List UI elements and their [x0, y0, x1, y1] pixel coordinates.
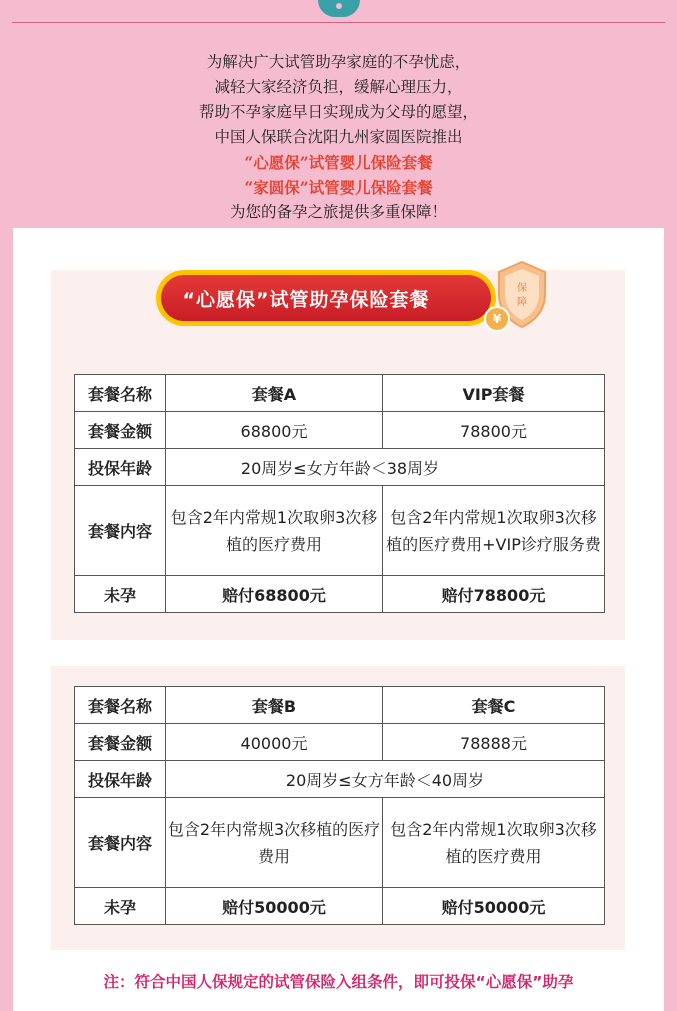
plan-content: 包含2年内常规1次取卵3次移植的医疗费用 [383, 798, 605, 888]
top-divider [12, 22, 665, 23]
plan-content: 包含2年内常规1次取卵3次移植的医疗费用+VIP诊疗服务费 [383, 486, 605, 576]
package-table-2 [74, 686, 605, 925]
package-table-1 [74, 374, 605, 613]
plan-name: 套餐A [166, 375, 383, 412]
intro-line: 帮助不孕家庭早日实现成为父母的愿望， [198, 103, 478, 121]
plan-name: 套餐C [383, 687, 605, 724]
row-label: 套餐内容 [75, 798, 166, 888]
table-row [75, 486, 605, 576]
row-label: 投保年龄 [75, 449, 166, 486]
plan-amount: 40000元 [166, 724, 383, 761]
row-label: 套餐名称 [75, 687, 166, 724]
table-row [75, 724, 605, 761]
plan-amount: 78800元 [383, 412, 605, 449]
age-range: 20周岁≤女方年龄＜40周岁 [166, 761, 605, 798]
content-panel [13, 228, 664, 1011]
table-row [75, 375, 605, 412]
package-card-2 [51, 666, 625, 950]
row-label: 投保年龄 [75, 761, 166, 798]
title-banner [156, 270, 496, 326]
intro-highlight-jiayuanbao: “家圆保”试管婴儿保险套餐 [244, 178, 433, 197]
table-row [75, 687, 605, 724]
table-row [75, 576, 605, 613]
intro-line: 中国人保联合沈阳九州家圆医院推出 [214, 128, 463, 146]
intro-line: 减轻大家经济负担，缓解心理压力， [214, 78, 463, 96]
intro-closing: 为您的备孕之旅提供多重保障！ [229, 203, 447, 221]
plan-amount: 68800元 [166, 412, 383, 449]
age-range: 20周岁≤女方年龄＜38周岁 [166, 449, 605, 486]
coin-icon: ¥ [484, 306, 510, 332]
shield-char: 障 [517, 297, 527, 308]
row-label: 套餐内容 [75, 486, 166, 576]
package-card-1 [51, 270, 625, 640]
plan-name: VIP套餐 [383, 375, 605, 412]
table-row [75, 761, 605, 798]
table-row [75, 412, 605, 449]
plan-payout: 赔付78800元 [383, 576, 605, 613]
table-row [75, 449, 605, 486]
row-label: 未孕 [75, 888, 166, 925]
table-row [75, 888, 605, 925]
row-label: 套餐金额 [75, 412, 166, 449]
row-label: 套餐名称 [75, 375, 166, 412]
plan-payout: 赔付68800元 [166, 576, 383, 613]
shield-char: 保 [517, 283, 527, 294]
plan-amount: 78888元 [383, 724, 605, 761]
plan-payout: 赔付50000元 [166, 888, 383, 925]
plan-name: 套餐B [166, 687, 383, 724]
top-tab-decoration [318, 0, 360, 17]
plan-content: 包含2年内常规1次取卵3次移植的医疗费用 [166, 486, 383, 576]
row-label: 未孕 [75, 576, 166, 613]
intro-highlight-xinyuanbao: “心愿保”试管婴儿保险套餐 [244, 153, 433, 172]
table-row [75, 798, 605, 888]
row-label: 套餐金额 [75, 724, 166, 761]
plan-content: 包含2年内常规3次移植的医疗费用 [166, 798, 383, 888]
plan-payout: 赔付50000元 [383, 888, 605, 925]
banner-title: “心愿保”试管助孕保险套餐 [161, 275, 491, 321]
intro-text [0, 50, 677, 225]
intro-line: 为解决广大试管助孕家庭的不孕忧虑， [206, 53, 471, 71]
footnote: 注：符合中国人保规定的试管保险入组条件，即可投保“心愿保”助孕 [103, 973, 574, 991]
